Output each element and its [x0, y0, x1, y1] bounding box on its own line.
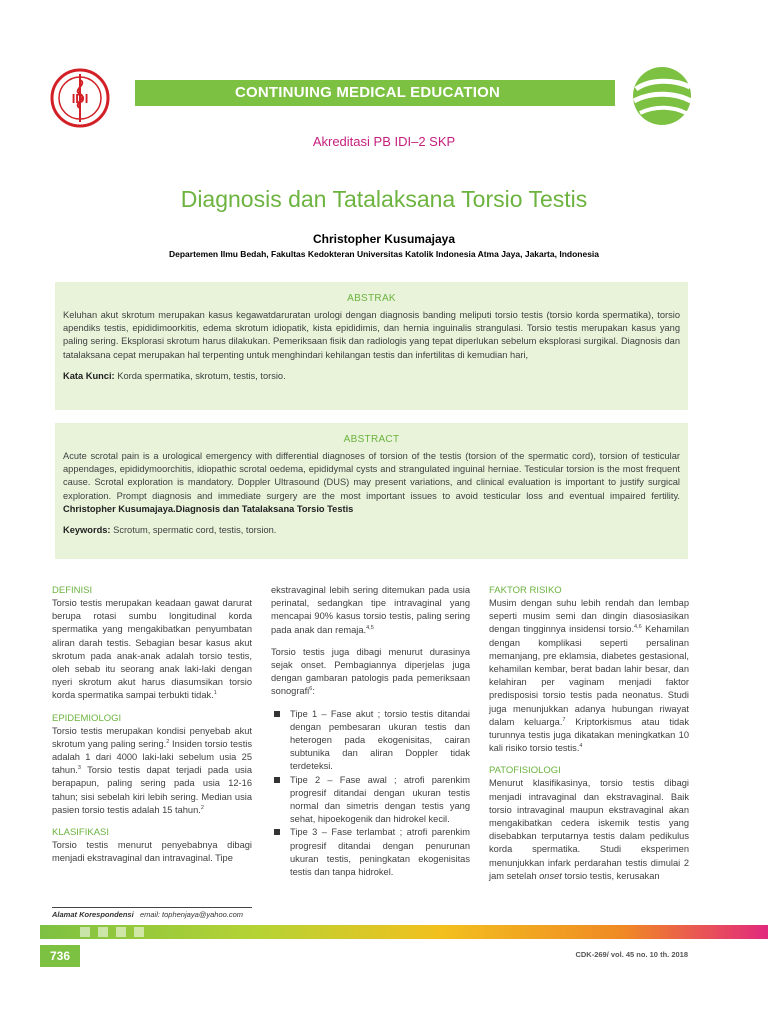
col2-paragraph-2 [271, 646, 470, 699]
reference-marker: 4 [579, 743, 583, 750]
section-heading-patofisiologi: PATOFISIOLOGI [489, 765, 561, 777]
patofisiologi-paragraph [489, 777, 689, 883]
column-1 [52, 584, 252, 865]
col2-text-1: ekstravaginal lebih sering ditemukan pada usia perinatal, sedangkan tipe intravaginal yang mencapai 90% kasus torsio testis, paling sering pada anak dan remaja. [271, 585, 470, 635]
correspondence-address [52, 910, 243, 919]
article-author: Christopher Kusumajaya [312, 232, 456, 246]
correspondence-label: Alamat Korespondensi [52, 910, 134, 919]
list-item-text: Tipe 2 – Fase awal ; atrofi parenkim progresif ditandai dengan ukuran testis normal dan simetris dengan testis yang sehat, hipoekogenik dan hidrokel kecil. [290, 774, 470, 825]
reference-marker: 6 [309, 686, 313, 693]
epid-text-a: Torsio testis merupakan kondisi penyebab akut skrotum yang paling sering. [52, 725, 252, 749]
faktor-text-b: Kehamilan dengan komplikasi seperti persalinan memanjang, pre eklamsia, diabetes gestasional, kehamilan kembar, berat badan lahir besar, dan kelahiran per vaginam menjadi faktor predisposisi torsio testis pada neonatus. Studi juga menunjukkan adanya hubungan riwayat dalam keluarga. [489, 624, 689, 727]
cdk-globe-logo-icon [630, 65, 694, 127]
divider [52, 907, 252, 908]
klasifikasi-paragraph: Torsio testis menurut penyebabnya dibagi menjadi ekstravaginal dan intravaginal. Tipe [52, 840, 252, 864]
list-item-text: Tipe 1 – Fase akut ; torsio testis ditandai dengan pembesaran ukuran testis dan heterogen pada ekogenisitas, cairan subtunika dan aliran Doppler tidak terdeteksi. [290, 708, 470, 772]
column-3 [489, 584, 689, 883]
abstract-keywords-label: Keywords: [63, 525, 111, 536]
pato-text-a: Menurut klasifikasinya, torsio testis dibagi menjadi intravaginal dan ekstravaginal. Baik torsio intravaginal maupun ekstravaginal akan mengakibatkan cedera iskemik testis yang disebabkan terputarnya testis dalam pedikulus korda spermatika. Studi eksperimen menunjukkan infark perdarahan testis dimulai 2 jam setelah [489, 778, 689, 881]
abstract-citation: Christopher Kusumajaya.Diagnosis dan Tatalaksana Torsio Testis [63, 503, 354, 514]
faktor-text-c: Kriptorkismus atau tidak turunnya testis juga dikatakan meningkatkan 10 kali risiko torsio testis. [489, 716, 689, 754]
column-2 [271, 584, 470, 879]
list-item [271, 708, 470, 774]
abstrak-keywords-text: Korda spermatika, skrotum, testis, torsio. [114, 370, 286, 381]
faktor-risiko-paragraph [489, 597, 689, 755]
cme-banner [135, 80, 615, 106]
journal-citation: CDK-269/ vol. 45 no. 10 th. 2018 [575, 950, 688, 959]
color-gradient-stripe [40, 925, 768, 939]
col2-paragraph-1 [271, 584, 470, 637]
abstrak-keywords [55, 362, 688, 381]
abstrak-keywords-label: Kata Kunci: [63, 370, 115, 381]
reference-marker: 4,6 [634, 624, 642, 631]
faktor-text-a: Musim dengan suhu lebih rendah dan lembap seperti musim semi dan dingin diasosiasikan dengan tingginnya insidensi torsio. [489, 598, 689, 635]
abstract-keywords [55, 516, 688, 535]
abstract-text: Acute scrotal pain is a urological emergency with differential diagnoses of torsion of the testis (torsion of the spermatic cord), torsion of testicular appendages, epididymoorchitis, idiopathic scrotal oedema, epididymal cysts and strangulated inguinal herniae. Testicular torsion is the most frequent cause. Scrotal exploration is mandatory. Doppler Ultrasound (DUS) may present variations, and clinical evaluation is important to justify surgical exploration. Prompt diagnosis and immediate surgery are the most important issues to avoid testicular loss and eventual impaired fertility. [63, 451, 680, 501]
epidemiologi-paragraph [52, 725, 252, 817]
reference-marker: 2 [200, 804, 204, 811]
reference-marker: 4,5 [366, 624, 374, 631]
author-affiliation: Departemen Ilmu Bedah, Fakultas Kedokteran Universitas Katolik Indonesia Atma Jaya, Jakarta, Indonesia [168, 249, 600, 259]
section-heading-faktor-risiko: FAKTOR RISIKO [489, 585, 562, 596]
col2-text-2: Torsio testis juga dibagi menurut durasinya sejak onset. Pembagiannya diperjelas juga dengan gambaran patologis pada pemeriksaan sonografi [271, 646, 470, 697]
bullet-square-icon [274, 777, 280, 783]
abstract-text-block [55, 445, 688, 516]
cme-banner-label: CONTINUING MEDICAL EDUCATION [235, 84, 501, 101]
pato-onset-italic: onset [539, 870, 562, 881]
abstract-keywords-text: Scrotum, spermatic cord, testis, torsion. [110, 525, 277, 536]
section-heading-klasifikasi: KLASIFIKASI [52, 827, 110, 839]
section-heading-epidemiologi: EPIDEMIOLOGI [52, 712, 122, 724]
bullet-square-icon [274, 829, 280, 835]
article-title: Diagnosis dan Tatalaksana Torsio Testis [180, 186, 588, 212]
abstrak-heading: ABSTRAK [347, 293, 396, 304]
reference-marker: 1 [213, 690, 217, 697]
epid-text-c: Torsio testis dapat terjadi pada usia berapapun, paling sering pada usia 12-16 tahun; sisi sebelah kiri lebih sering. Median usia pasien torsio testis adalah 15 tahun. [52, 765, 252, 815]
list-item [271, 774, 470, 827]
reference-marker: 3 [77, 765, 81, 772]
col2-text-2-end: : [312, 686, 315, 697]
abstract-box [55, 423, 688, 559]
definisi-text: Torsio testis merupakan keadaan gawat darurat berupa rotasi sumbu longitudinal korda spermatika yang mengakibatkan penyumbatan aliran darah testis. Sebagian besar kasus akut skrotum pada anak-anak adalah torsio testis, oleh sebab itu seorang anak laki-laki dengan nyeri skrotum akut harus diasumsikan torsio korda spermatika sampai terbukti tidak. [52, 598, 252, 701]
list-item [271, 826, 470, 879]
accreditation-label: Akreditasi PB IDI–2 SKP [312, 134, 456, 149]
reference-marker: 2 [166, 738, 170, 745]
list-item-text: Tipe 3 – Fase terlambat ; atrofi parenkim progresif ditandai dengan penurunan ukuran testis, peningkatan ekogenisitas testis dan tanpa hidrokel. [290, 827, 470, 878]
abstract-heading: ABSTRACT [343, 434, 400, 445]
svg-text:IDI: IDI [71, 91, 89, 106]
reference-marker: 7 [562, 716, 566, 723]
definisi-paragraph [52, 597, 252, 703]
abstrak-box [55, 282, 688, 410]
abstrak-text: Keluhan akut skrotum merupakan kasus kegawatdaruratan urologi dengan diagnosis banding meliputi torsio testis (torsio korda spermatika), torsio apendiks testis, epididimoorkitis, edema skrotum idiopatik, kista epididimis, dan hernia inguinalis strangulasi. Torsio testis merupakan kasus yang paling sering. Eksplorasi skrotum harus dilakukan. Pemeriksaan fisik dan radiologis yang tepat diperlukan sebelum eksplorasi surgikal. Diagnosis dan tatalaksana cepat merupakan hal terpenting untuk menghindari kehilangan testis dan infertilitas di kemudian hari, [63, 310, 680, 360]
bullet-square-icon [274, 711, 280, 717]
correspondence-email[interactable]: email: tophenjaya@yahoo.com [139, 910, 244, 919]
page-number: 736 [40, 945, 80, 967]
epid-text-b: Insiden torsio testis adalah 1 dari 4000 laki-laki sebelum usia 25 tahun. [52, 738, 252, 776]
pato-text-b: torsio testis, kerusakan [561, 870, 660, 881]
section-heading-definisi: DEFINISI [52, 585, 93, 596]
idi-logo-icon [50, 68, 110, 128]
